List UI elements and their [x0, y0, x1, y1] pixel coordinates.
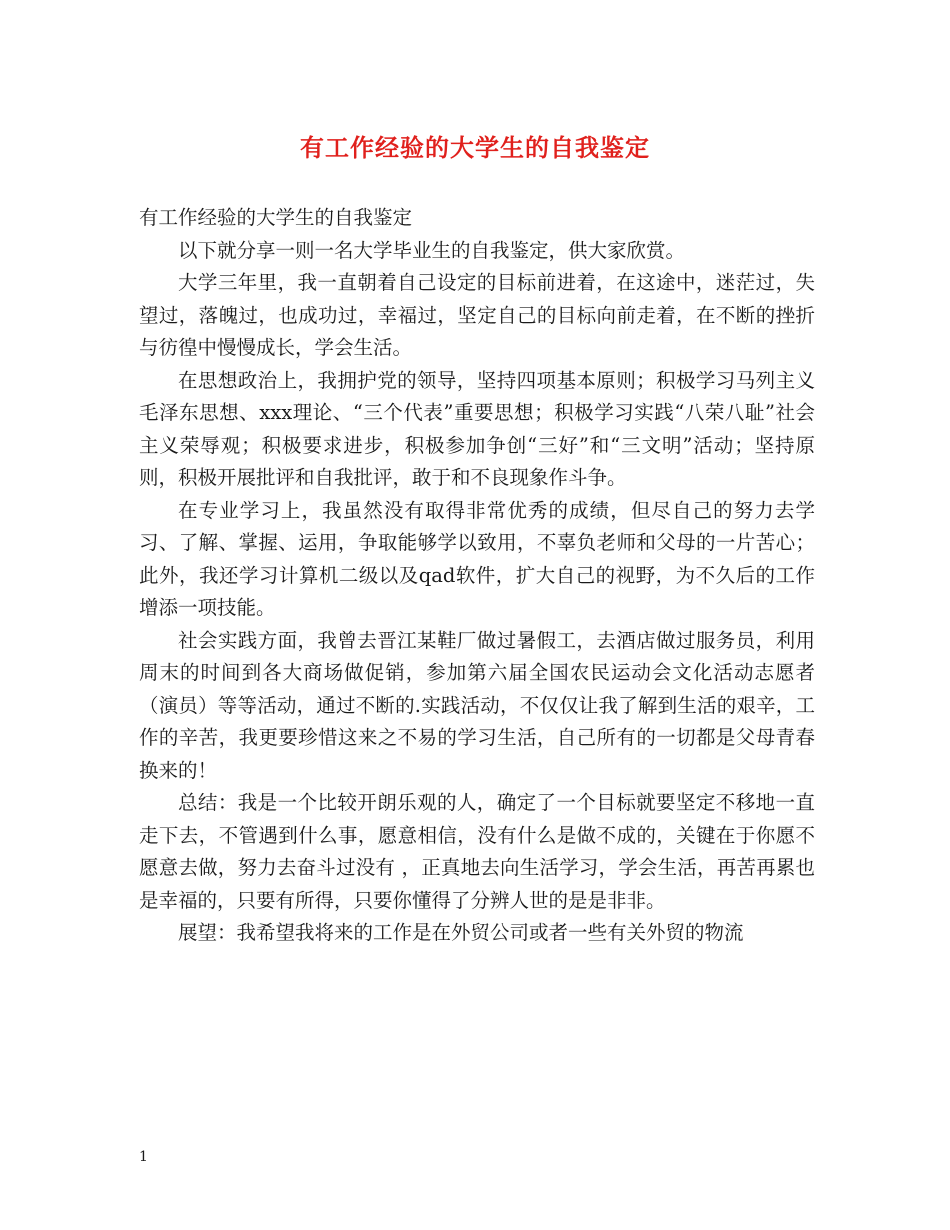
body-paragraph: 社会实践方面，我曾去晋江某鞋厂做过暑假工，去酒店做过服务员，利用周末的时间到各大商场做促销，参加第六届全国农民运动会文化活动志愿者（演员）等等活动，通过不断的.实践活动，不仅仅让我了解到生活的艰辛，工作的辛苦，我更要珍惜这来之不易的学习生活，自己所有的一切都是父母青春换来的！ [139, 628, 815, 782]
document-body [139, 202, 815, 950]
page-number: 1 [139, 1149, 148, 1165]
body-paragraph: 在思想政治上，我拥护党的领导，坚持四项基本原则；积极学习马列主义毛泽东思想、xxx理论、“三个代表”重要思想；积极学习实践“八荣八耻”社会主义荣辱观；积极要求进步，积极参加争创“三好”和“三文明”活动；坚持原则，积极开展批评和自我批评，敢于和不良现象作斗争。 [139, 368, 815, 489]
body-paragraph: 展望：我希望我将来的工作是在外贸公司或者一些有关外贸的物流 [178, 921, 744, 944]
body-paragraph: 总结：我是一个比较开朗乐观的人，确定了一个目标就要坚定不移地一直走下去，不管遇到什么事，愿意相信，没有什么是做不成的，关键在于你愿不愿意去做，努力去奋斗过没有 ，正真地去向生活学习，学会生活，再苦再累也是幸福的，只要有所得，只要你懂得了分辨人世的是是非非。 [139, 791, 815, 912]
body-paragraph: 在专业学习上，我虽然没有取得非常优秀的成绩，但尽自己的努力去学习、了解、掌握、运用，争取能够学以致用，不辜负老师和父母的一片苦心；此外，我还学习计算机二级以及qad软件，扩大自己的视野，为不久后的工作增添一项技能。 [139, 498, 815, 619]
body-paragraph: 以下就分享一则一名大学毕业生的自我鉴定，供大家欣赏。 [178, 238, 686, 262]
body-paragraph: 有工作经验的大学生的自我鉴定 [139, 206, 413, 229]
body-paragraph: 大学三年里，我一直朝着自己设定的目标前进着，在这途中，迷茫过，失望过，落魄过，也成功过，幸福过，坚定自己的目标向前走着，在不断的挫折与彷徨中慢慢成长，学会生活。 [139, 271, 815, 359]
document-title: 有工作经验的大学生的自我鉴定 [300, 133, 650, 162]
